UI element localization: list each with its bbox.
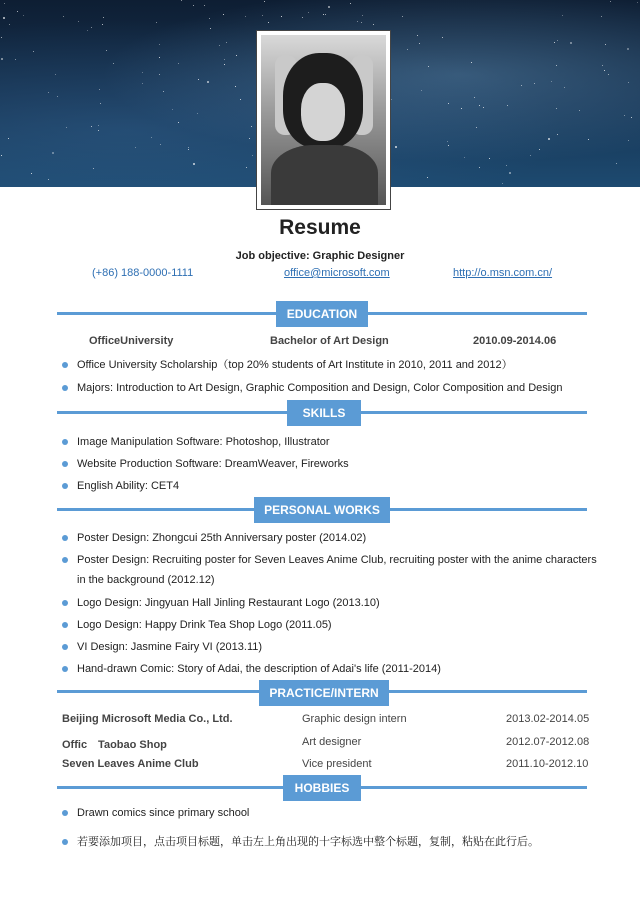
star (251, 126, 252, 127)
star (417, 35, 418, 36)
star (159, 44, 160, 45)
list-item: Image Manipulation Software: Photoshop, Illustrator (62, 432, 602, 452)
star (464, 157, 465, 158)
star (78, 21, 79, 22)
star (224, 64, 225, 65)
star (479, 105, 480, 106)
star (637, 2, 638, 3)
star (197, 113, 198, 114)
star (252, 155, 253, 156)
star (557, 134, 558, 135)
star (17, 11, 18, 12)
star (188, 149, 189, 150)
star (489, 158, 490, 159)
section-education: EDUCATION (276, 301, 368, 327)
job-objective: Job objective: Graphic Designer (235, 250, 405, 262)
star (476, 127, 477, 128)
star (551, 81, 552, 82)
star (135, 147, 136, 148)
star (93, 168, 94, 169)
star (628, 140, 629, 141)
star (236, 55, 237, 56)
star (391, 99, 392, 100)
star (602, 65, 603, 66)
section-skills: SKILLS (287, 400, 361, 426)
star (91, 27, 92, 28)
star (224, 59, 225, 60)
star (548, 138, 550, 140)
star (616, 163, 617, 164)
practice-org: Seven Leaves Anime Club (62, 758, 199, 770)
star (31, 173, 32, 174)
star (48, 92, 49, 93)
star (57, 96, 58, 97)
star (207, 81, 209, 83)
star (55, 74, 56, 75)
star (610, 1, 611, 2)
star (325, 14, 326, 15)
star (570, 42, 572, 44)
star (628, 82, 629, 83)
star (219, 45, 220, 46)
star (23, 15, 24, 16)
star (1, 58, 3, 60)
star (209, 18, 210, 19)
star (588, 139, 589, 140)
star (627, 48, 629, 50)
star (601, 16, 602, 17)
star (3, 17, 5, 19)
practice-role: Vice president (302, 758, 372, 770)
star (534, 83, 535, 84)
star (323, 14, 324, 15)
star (530, 155, 531, 156)
star (624, 115, 625, 116)
list-item: Majors: Introduction to Art Design, Graphic Composition and Design, Color Composition and Design (62, 378, 602, 398)
star (48, 179, 49, 180)
star (8, 138, 9, 139)
practice-org: Offic Taobao Shop (62, 739, 167, 751)
star (474, 97, 475, 98)
star (479, 167, 480, 168)
star (249, 138, 250, 139)
star (99, 89, 100, 90)
star (608, 74, 609, 75)
star (268, 22, 269, 23)
star (448, 145, 449, 146)
star (407, 49, 408, 50)
website-link[interactable]: http://o.msn.com.cn/ (453, 267, 553, 279)
list-item: Logo Design: Jingyuan Hall Jinling Restaurant Logo (2013.10) (62, 593, 602, 613)
star (461, 108, 462, 109)
star (178, 63, 179, 64)
star (402, 16, 403, 17)
star (427, 177, 428, 178)
list-item: VI Design: Jasmine Fairy VI (2013.11) (62, 637, 602, 657)
star (198, 79, 199, 80)
star (223, 14, 224, 15)
star (579, 110, 580, 111)
star (471, 62, 472, 63)
star (447, 141, 448, 142)
star (442, 37, 443, 38)
star (151, 137, 152, 138)
phone-link[interactable]: (+86) 188-0000-1111 (92, 267, 194, 279)
star (362, 15, 363, 16)
star (361, 22, 362, 23)
star (204, 5, 205, 6)
star (605, 44, 606, 45)
star (240, 99, 241, 100)
star (15, 59, 16, 60)
star (264, 1, 265, 2)
star (102, 24, 103, 25)
star (483, 107, 484, 108)
section-personal-works: PERSONAL WORKS (254, 497, 390, 523)
star (159, 74, 160, 75)
star (1, 37, 2, 38)
star (556, 108, 557, 109)
star (281, 16, 282, 17)
practice-role: Art designer (302, 736, 362, 748)
star (178, 122, 179, 123)
star (395, 146, 397, 148)
list-item: Office University Scholarship（top 20% students of Art Institute in 2010, 2011 and 2012） (62, 355, 602, 375)
star (52, 152, 54, 154)
star (87, 30, 88, 31)
star (210, 28, 211, 29)
star (419, 43, 420, 44)
practice-period: 2012.07-2012.08 (506, 736, 590, 748)
star (509, 172, 511, 174)
education-period: 2010.09-2014.06 (473, 335, 557, 347)
star (448, 103, 449, 104)
section-practice: PRACTICE/INTERN (259, 680, 389, 706)
star (156, 22, 157, 23)
star (604, 70, 605, 71)
star (100, 103, 101, 104)
list-item: English Ability: CET4 (62, 476, 602, 496)
star (308, 12, 309, 13)
practice-org: Beijing Microsoft Media Co., Ltd. (62, 713, 233, 725)
email-link[interactable]: office@microsoft.com (284, 267, 390, 279)
star (159, 57, 160, 58)
profile-photo (256, 30, 391, 210)
star (98, 130, 99, 131)
star (328, 6, 330, 8)
star (9, 24, 10, 25)
star (142, 72, 143, 73)
star (245, 16, 246, 17)
practice-role: Graphic design intern (302, 713, 407, 725)
star (63, 16, 64, 17)
star (226, 42, 227, 43)
practice-period: 2013.02-2014.05 (506, 713, 590, 725)
star (172, 109, 173, 110)
star (66, 127, 67, 128)
star (33, 51, 34, 52)
star (562, 15, 563, 16)
resume-title: Resume (279, 216, 361, 239)
star (564, 87, 565, 88)
star (113, 63, 114, 64)
list-item: Website Production Software: DreamWeaver, Fireworks (62, 454, 602, 474)
list-item: Logo Design: Happy Drink Tea Shop Logo (2011.05) (62, 615, 602, 635)
star (246, 167, 247, 168)
star (350, 3, 351, 4)
star (502, 183, 503, 184)
star (302, 17, 303, 18)
star (521, 85, 522, 86)
section-hobbies: HOBBIES (283, 775, 361, 801)
star (91, 126, 92, 127)
list-item: Poster Design: Zhongcui 25th Anniversary poster (2014.02) (62, 528, 602, 548)
practice-period: 2011.10-2012.10 (506, 758, 589, 770)
star (557, 40, 558, 41)
star (163, 91, 164, 92)
list-item: Hand-drawn Comic: Story of Adai, the description of Adai's life (2011-2014) (62, 659, 602, 679)
star (193, 163, 195, 165)
star (106, 50, 107, 51)
star (1, 155, 2, 156)
star (160, 144, 161, 145)
star (554, 42, 555, 43)
star (506, 165, 507, 166)
star (98, 125, 99, 126)
star (421, 90, 422, 91)
star (235, 86, 236, 87)
star (373, 24, 374, 25)
star (193, 5, 194, 6)
star (631, 117, 632, 118)
education-school: OfficeUniversity (89, 335, 174, 347)
list-item: Poster Design: Recruiting poster for Seven Leaves Anime Club, recruiting poster with the anime characters in the background (2012.12) (62, 550, 602, 590)
star (262, 15, 263, 16)
star (4, 3, 5, 4)
star (181, 0, 182, 1)
star (103, 17, 104, 18)
star (188, 147, 189, 148)
star (539, 149, 540, 150)
star (507, 105, 508, 106)
star (357, 21, 358, 22)
star (142, 83, 143, 84)
list-item: Drawn comics since primary school (62, 803, 602, 823)
star (428, 66, 429, 67)
star (556, 65, 557, 66)
education-degree: Bachelor of Art Design (270, 335, 389, 347)
list-item: 若要添加项目，点击项目标题，单击左上角出现的十字标选中整个标题，复制，粘贴在此行后。 (62, 832, 602, 852)
